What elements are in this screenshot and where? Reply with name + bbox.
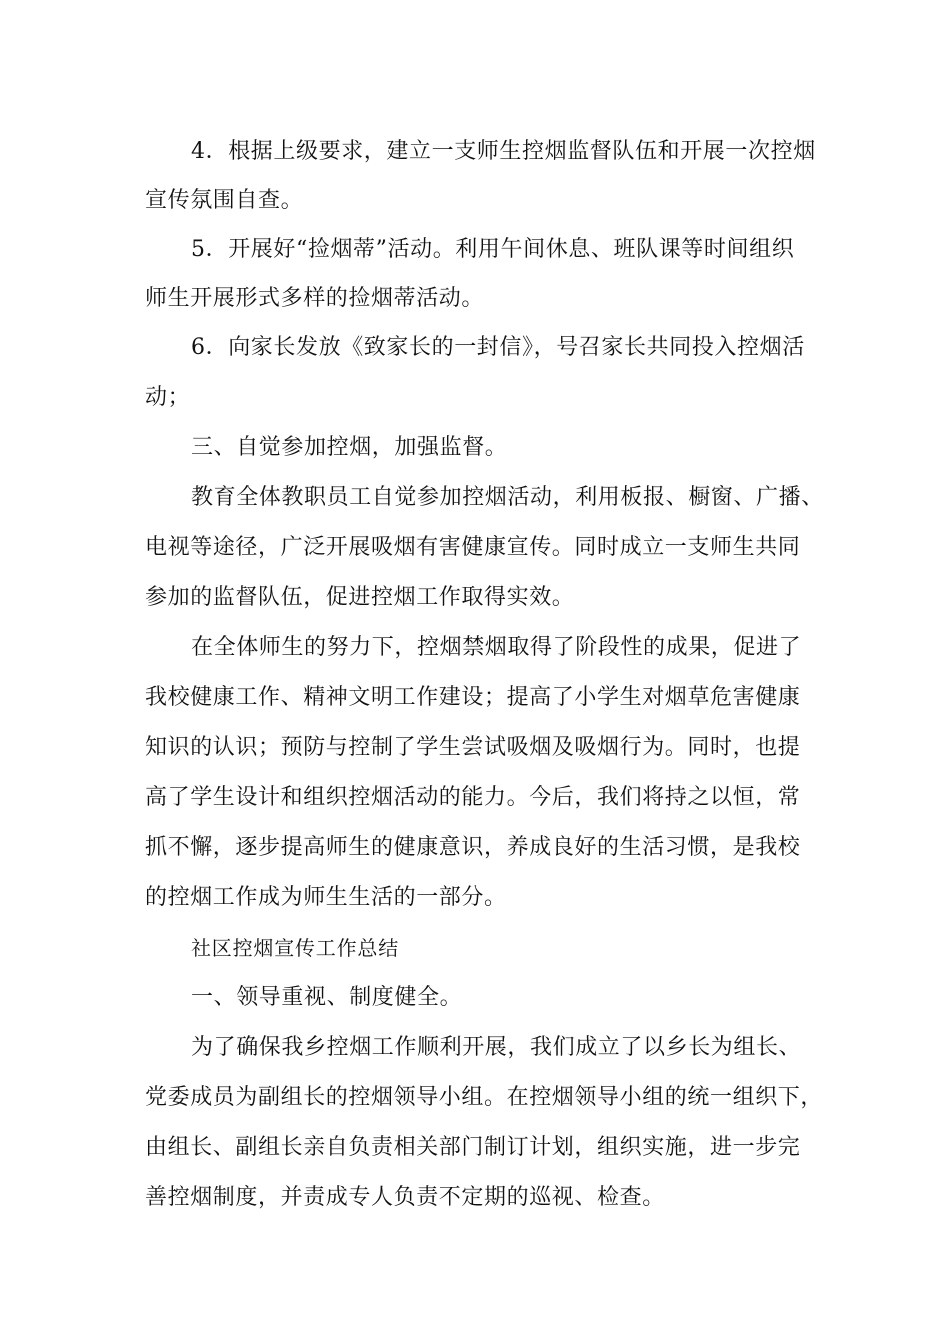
section-heading: 一、领导重视、制度健全。 xyxy=(191,985,463,1010)
paragraph-line: 5．开展好“捡烟蒂”活动。利用午间休息、班队课等时间组织 xyxy=(191,237,795,262)
paragraph-line: 高了学生设计和组织控烟活动的能力。今后，我们将持之以恒，常 xyxy=(145,785,801,810)
paragraph-line: 在全体师生的努力下，控烟禁烟取得了阶段性的成果，促进了 xyxy=(191,635,802,660)
paragraph-line: 6．向家长发放《致家长的一封信》，号召家长共同投入控烟活 xyxy=(191,335,805,360)
paragraph-line: 电视等途径，广泛开展吸烟有害健康宣传。同时成立一支师生共同 xyxy=(145,535,801,560)
paragraph-line: 善控烟制度，并责成专人负责不定期的巡视、检查。 xyxy=(145,1185,665,1210)
paragraph-line: 由组长、副组长亲自负责相关部门制订计划，组织实施，进一步完 xyxy=(145,1135,801,1160)
paragraph-line: 宣传氛围自查。 xyxy=(145,188,304,213)
paragraph-line: 知识的认识；预防与控制了学生尝试吸烟及吸烟行为。同时，也提 xyxy=(145,735,801,760)
paragraph-line: 教育全体教职员工自觉参加控烟活动，利用板报、橱窗、广播、 xyxy=(191,485,824,510)
paragraph-line: 我校健康工作、精神文明工作建设；提高了小学生对烟草危害健康 xyxy=(145,685,801,710)
paragraph-line: 党委成员为副组长的控烟领导小组。在控烟领导小组的统一组织下， xyxy=(145,1085,824,1110)
paragraph-line: 动； xyxy=(145,385,191,410)
paragraph-line: 师生开展形式多样的捡烟蒂活动。 xyxy=(145,286,485,311)
paragraph-line: 4．根据上级要求，建立一支师生控烟监督队伍和开展一次控烟 xyxy=(191,139,816,164)
paragraph-line: 参加的监督队伍，促进控烟工作取得实效。 xyxy=(145,585,575,610)
paragraph-line: 抓不懈，逐步提高师生的健康意识，养成良好的生活习惯，是我校 xyxy=(145,835,801,860)
document-subtitle: 社区控烟宣传工作总结 xyxy=(191,936,399,960)
section-heading: 三、自觉参加控烟，加强监督。 xyxy=(191,435,508,460)
paragraph-line: 的控烟工作成为师生生活的一部分。 xyxy=(145,885,507,910)
paragraph-line: 为了确保我乡控烟工作顺利开展，我们成立了以乡长为组长、 xyxy=(191,1035,802,1060)
